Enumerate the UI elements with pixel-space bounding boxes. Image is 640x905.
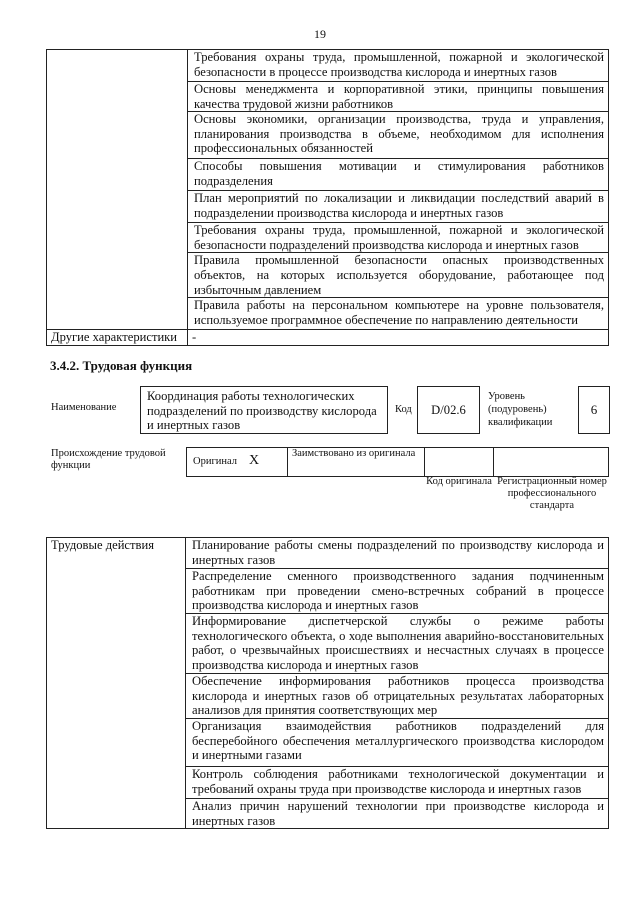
knowledge-table xyxy=(46,49,609,346)
origin-label: Происхождение трудовой функции xyxy=(51,448,166,471)
labor-action-item: Информирование диспетчерской службы о режиме работы технологического объекта, о ходе выполнения аварийно-восстановительных работ, о чрезвычайных происшествиях и несчастных случаях в процессе производства кислорода и инертных газов xyxy=(192,614,604,672)
name-label: Наименование xyxy=(51,402,117,413)
labor-action-item: Распределение сменного производственного задания подчиненным работникам при проведении смено-встречных собраний в процессе производства кислорода и инертных газов xyxy=(192,569,604,613)
labor-action-item: Обеспечение информирования работников процесса производства кислорода и инертных газов об отрицательных результатах лабораторных анализов для принятия соответствующих мер xyxy=(192,674,604,718)
reg-number-cell xyxy=(494,448,609,477)
origin-code-cell xyxy=(425,448,494,477)
level-label: Уровень (подуровень) квалификации xyxy=(488,391,553,428)
knowledge-item: Правила работы на персональном компьютере на уровне пользователя, используемое программное обеспечение по направлению деятельности xyxy=(194,298,604,327)
code-box xyxy=(417,386,480,434)
function-name-value: Координация работы технологических подразделений по производству кислорода и инертных газов xyxy=(147,389,377,433)
table-row xyxy=(47,330,609,346)
empty-left-cell xyxy=(47,50,188,330)
knowledge-item: Способы повышения мотивации и стимулирования работников подразделения xyxy=(194,159,604,188)
code-caption: Код оригинала xyxy=(426,476,492,487)
labor-action-item: Планирование работы смены подразделений по производству кислорода и инертных газов xyxy=(192,538,604,567)
table-row xyxy=(47,50,609,82)
reg-caption: Регистрационный номер профессионального стандарта xyxy=(497,476,607,511)
page-number: 19 xyxy=(314,27,326,41)
knowledge-item: Требования охраны труда, промышленной, пожарной и экологической безопасности в процессе производства кислорода и инертных газов xyxy=(194,50,604,79)
code-label: Код xyxy=(395,404,412,415)
knowledge-item: Основы менеджмента и корпоративной этики, принципы повышения качества трудовой жизни работников xyxy=(194,82,604,111)
origin-table xyxy=(186,447,609,477)
level-value: 6 xyxy=(590,402,598,417)
original-mark: X xyxy=(249,453,260,468)
labor-action-item: Организация взаимодействия работников подразделений для бесперебойного обеспечения металлургического производства кислородом и инертными газами xyxy=(192,719,604,763)
knowledge-item: Требования охраны труда, промышленной, пожарной и экологической безопасности подразделений производства кислорода и инертных газов xyxy=(194,223,604,252)
code-value: D/02.6 xyxy=(431,403,466,417)
knowledge-item: Основы экономики, организации производства, труда и управления, планирования производства в объеме, необходимом для исполнения профессиональных обязанностей xyxy=(194,112,604,156)
original-label: Оригинал xyxy=(193,456,237,467)
labor-action-item: Контроль соблюдения работниками технологической документации и требований охраны труда при производстве кислорода и инертных газов xyxy=(192,767,604,796)
function-name-box xyxy=(140,386,388,434)
knowledge-item: Правила промышленной безопасности опасных производственных объектов, на которых используется оборудование, работающее под избыточным давлением xyxy=(194,253,604,297)
labor-actions-label: Трудовые действия xyxy=(51,538,155,552)
knowledge-item: План мероприятий по локализации и ликвидации последствий аварий в подразделении производства кислорода и инертных газов xyxy=(194,191,604,220)
borrowed-label: Заимствовано из оригинала xyxy=(292,448,416,459)
other-characteristics-value: - xyxy=(192,330,197,345)
labor-actions-table xyxy=(46,537,609,829)
other-characteristics-label: Другие характеристики xyxy=(51,330,178,345)
section-heading: 3.4.2. Трудовая функция xyxy=(50,358,193,373)
level-box xyxy=(578,386,610,434)
labor-action-item: Анализ причин нарушений технологии при производстве кислорода и инертных газов xyxy=(192,799,604,828)
table-row xyxy=(47,538,609,569)
